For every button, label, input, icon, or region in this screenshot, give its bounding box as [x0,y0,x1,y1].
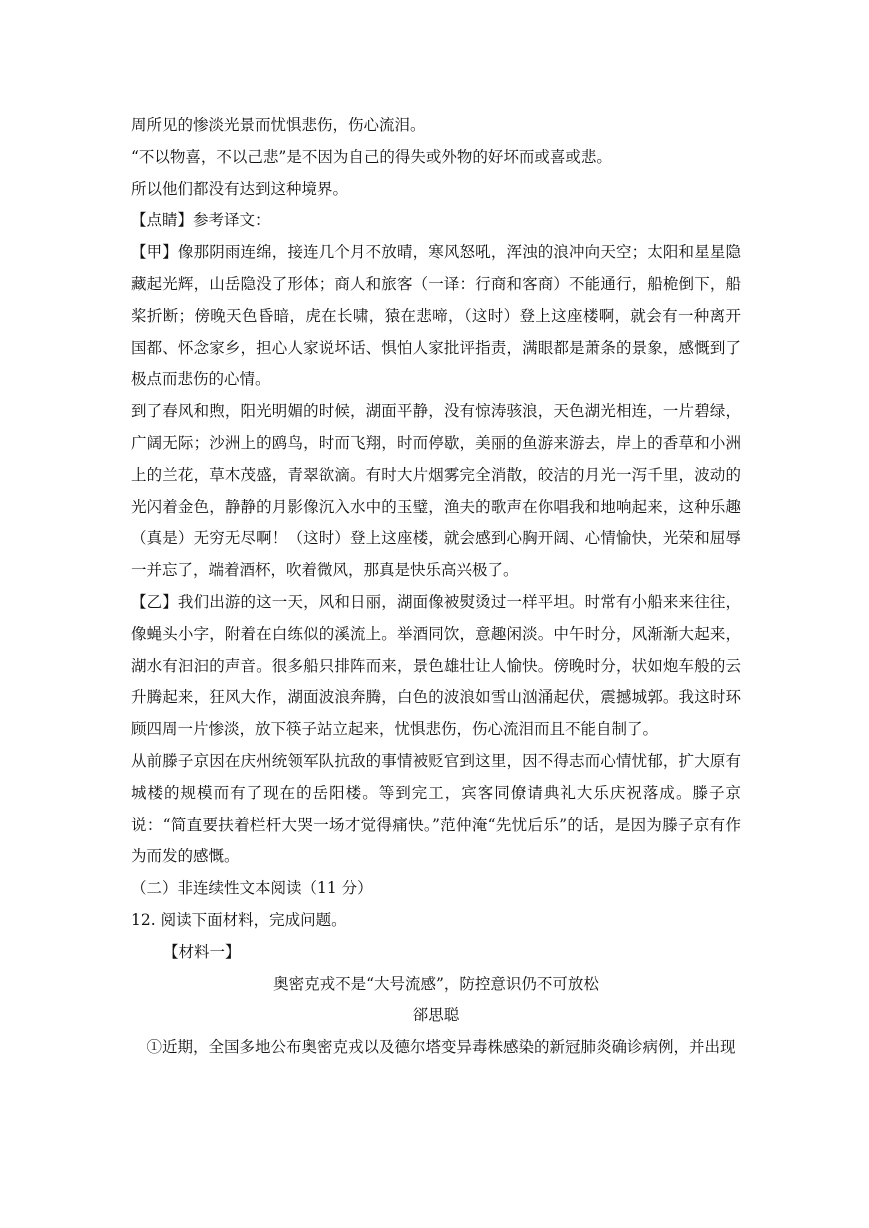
paragraph-continuation: 周所见的惨淡光景而忧惧悲伤，伤心流泪。 [131,116,426,134]
material-label: 【材料一】 [163,942,241,961]
paragraph-dianjing-heading: 【点睛】参考译文： [131,211,271,230]
paragraph-translation-jia: 【甲】像那阴雨连绵，接连几个月不放晴，寒风怒吼，浑浊的浪冲向天空；太阳和星星隐藏起光辉，山岳隐没了形体；商人和旅客（一译：行商和客商）不能通行，船桅倒下，船桨折断；傍晚天色昏暗，虎在长啸，猿在悲啼，（这时）登上这座楼啊，就会有一种离开国都、怀念家乡，担心人家说坏话、惧怕人家批评指责，满眼都是萧条的景象，感慨到了极点而悲伤的心情。 [131,243,741,389]
section-heading-noncontinuous: （二）非连续性文本阅读（11 分） [131,879,373,898]
paragraph-explanation: “不以物喜，不以己悲”是不因为自己的得失或外物的好坏而或喜或悲。 [131,147,612,166]
question-12: 12. 阅读下面材料，完成问题。 [131,910,347,929]
paragraph-translation-yi: 【乙】我们出游的这一天，风和日丽，湖面像被熨烫过一样平坦。时常有小船来来往往，像蝇头小字，附着在白练似的溪流上。举酒同饮，意趣闲淡。中午时分，风渐渐大起来，湖水有汩汩的声音。很多船只排阵而来，景色雄壮让人愉快。傍晚时分，状如炮车般的云升腾起来，狂风大作，湖面波浪奔腾，白色的波浪如雪山汹涌起伏，震撼城郭。我这时环顾四周一片惨淡，放下筷子站立起来，忧惧悲伤，伤心流泪而且不能自制了。 [131,592,741,739]
article-author: 郤思聪 [412,1006,460,1025]
article-title: 奥密克戎不是“大号流感”，防控意识仍不可放松 [273,974,599,993]
paragraph-conclusion: 所以他们都没有达到这种境界。 [131,179,349,198]
document-body [131,110,741,1064]
article-first-paragraph: ①近期，全国多地公布奥密克戎以及德尔塔变异毒株感染的新冠肺炎确诊病例，并出现 [146,1038,736,1057]
paragraph-translation-spring: 到了春风和煦，阳光明媚的时候，湖面平静，没有惊涛骇浪，天色湖光相连，一片碧绿，广阔无际；沙洲上的鸥鸟，时而飞翔，时而停歇，美丽的鱼游来游去，岸上的香草和小洲上的兰花，草木茂盛，青翠欲滴。有时大片烟雾完全消散，皎洁的月光一泻千里，波动的光闪着金色，静静的月影像沉入水中的玉璧，渔夫的歌声在你唱我和地响起来，这种乐趣（真是）无穷无尽啊！（这时）登上这座楼，就会感到心胸开阔、心情愉快，光荣和屈辱一并忘了，端着酒杯，吹着微风，那真是快乐高兴极了。 [131,402,741,580]
paragraph-translation-tengzijing: 从前滕子京因在庆州统领军队抗敌的事情被贬官到这里，因不得志而心情忧郁，扩大原有城楼的规模而有了现在的岳阳楼。等到完工，宾客同僚请典礼大乐庆祝落成。滕子京说：“简直要扶着栏杆大哭一场才觉得痛快。”范仲淹“先忧后乐”的话，是因为滕子京有作为而发的感慨。 [131,751,741,866]
